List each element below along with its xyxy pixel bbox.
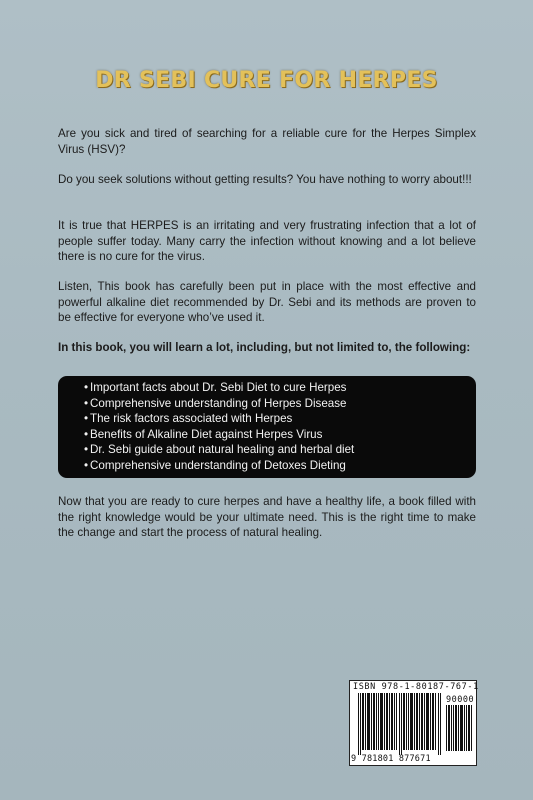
bullet-dot: •	[84, 381, 89, 394]
isbn-label: ISBN 978-1-80187-767-1	[353, 682, 479, 692]
list-item: • Comprehensive understanding of Detoxes Dieting	[84, 458, 346, 472]
list-item: • Dr. Sebi guide about natural healing and herbal diet	[84, 443, 355, 457]
intro-paragraph: Are you sick and tired of searching for a reliable cure for the Herpes Simplex Virus (HSV)?	[58, 127, 476, 156]
bullet-dot: •	[84, 396, 89, 410]
list-item: • Benefits of Alkaline Diet against Herpes Virus	[84, 427, 323, 441]
learn-intro-paragraph: In this book, you will learn a lot, including, but not limited to, the following:	[58, 341, 471, 354]
price-barcode-icon	[446, 705, 474, 751]
list-item: • The risk factors associated with Herpes	[84, 412, 293, 426]
bullet-dot: •	[84, 443, 89, 457]
ean-digits: 9 781801 877671	[351, 754, 431, 764]
barcode-bars-icon	[358, 693, 444, 755]
list-item: • Comprehensive understanding of Herpes Disease	[84, 396, 347, 410]
herpes-info-paragraph: It is true that HERPES is an irritating and very frustrating infection that a lot of people suffer today. Many carry the infection without knowing and a lot believe there is no cure for the virus.	[58, 219, 476, 263]
bullet-dot: •	[84, 412, 89, 426]
bullet-list-box	[58, 376, 476, 478]
bullet-list	[84, 380, 476, 474]
cover-title: DR SEBI CURE FOR HERPES	[95, 68, 438, 93]
list-item: • Important facts about Dr. Sebi Diet to cure Herpes	[84, 381, 347, 394]
bullet-dot: •	[84, 458, 89, 472]
book-description-paragraph: Listen, This book has carefully been put in place with the most effective and powerful alkaline diet recommended by Dr. Sebi and its methods are proven to be effective for everyone who’ve used it.	[58, 280, 476, 324]
isbn-barcode	[349, 680, 477, 766]
closing-paragraph: Now that you are ready to cure herpes and have a healthy life, a book filled with the right knowledge would be your ultimate need. This is the right time to make the change and start the process of natural healing.	[58, 495, 476, 539]
price-code: 90000	[446, 695, 475, 705]
reassurance-paragraph: Do you seek solutions without getting results? You have nothing to worry about!!!	[58, 173, 472, 186]
bullet-dot: •	[84, 427, 89, 441]
